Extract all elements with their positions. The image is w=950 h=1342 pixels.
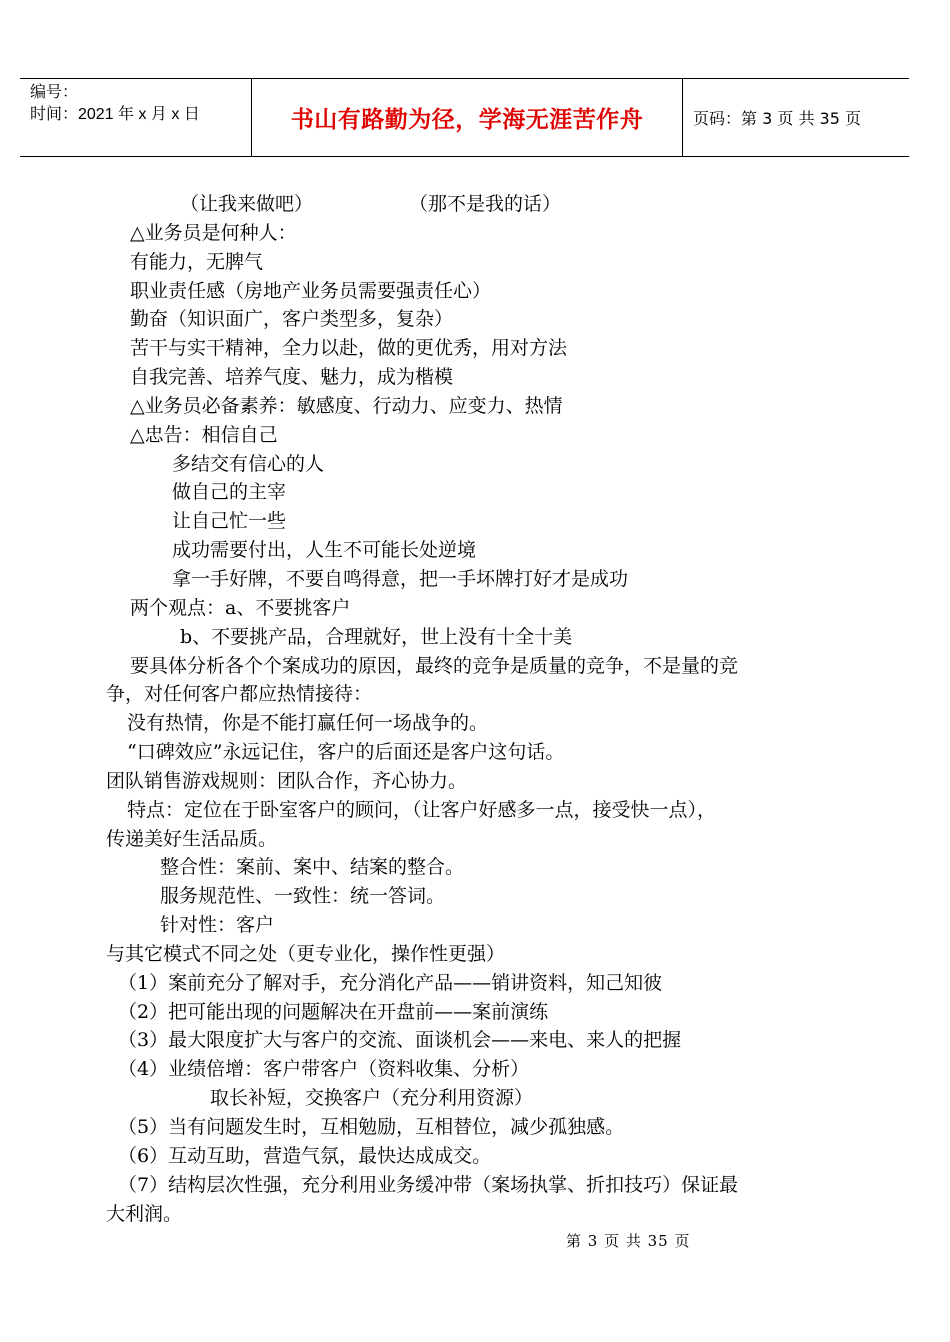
text-line: （1）案前充分了解对手，充分消化产品——销讲资料，知己知彼 [118,971,663,994]
text-line: 针对性：客户 [160,914,275,937]
text-line: 职业责任感（房地产业务员需要强责任心） [130,279,492,302]
text-line: b、不要挑产品，合理就好，世上没有十全十美 [180,625,573,648]
text-line: 取长补短，交换客户（充分利用资源） [210,1087,534,1110]
text-line: 整合性：案前、案中、结案的整合。 [160,856,465,879]
text-line: （7）结构层次性强，充分利用业务缓冲带（案场执掌、折扣技巧）保证最 [118,1173,739,1196]
text-line: 多结交有信心的人 [172,452,325,475]
text-line: △忠告：相信自己 [130,423,278,446]
text-line: 特点：定位在于卧室客户的顾问，（让客户好感多一点，接受快一点）， [127,798,717,821]
text-line: 成功需要付出，人生不可能长处逆境 [172,539,477,562]
time-label: 时间：2021 年 x 月 x 日 [30,106,200,123]
page-footer: 第 3 页 共 35 页 [566,1232,691,1250]
text-span: （让我来做吧） [180,193,314,215]
text-line: 两个观点：a、不要挑客户 [130,596,351,619]
text-line [106,190,866,219]
text-line: 大利润。 [106,1202,183,1225]
page-header [20,78,909,157]
text-line: △业务员必备素养：敏感度、行动力、应变力、热情 [130,394,563,417]
text-line: （5）当有问题发生时，互相勉励，互相替位，减少孤独感。 [118,1116,625,1138]
text-line: 让自己忙一些 [172,510,287,533]
document-body [106,190,866,1228]
motto: 书山有路勤为径，学海无涯苦作舟 [252,79,683,156]
text-line: 苦干与实干精神，全力以赴，做的更优秀，用对方法 [130,337,568,360]
text-line: 传递美好生活品质。 [106,827,278,850]
text-line: 拿一手好牌，不要自鸣得意，把一手坏牌打好才是成功 [172,567,629,590]
text-line: （4）业绩倍增：客户带客户（资料收集、分析） [118,1058,530,1081]
page-label: 页码：第 3 页 共 35 页 [693,109,861,128]
text-line: 争，对任何客户都应热情接待： [106,683,373,706]
text-line: 没有热情，你是不能打赢任何一场战争的。 [127,712,489,735]
number-label: 编号： [30,84,79,101]
text-span: （那不是我的话） [409,193,562,215]
text-line: 要具体分析各个个案成功的原因，最终的竞争是质量的竞争，不是量的竞 [130,654,739,677]
text-line: 团队销售游戏规则：团队合作，齐心协力。 [106,769,468,792]
text-line: （6）互动互助，营造气氛，最快达成成交。 [118,1144,492,1167]
text-line: 自我完善、培养气度、魅力，成为楷模 [130,366,454,389]
header-meta [20,79,252,156]
text-line: 勤奋（知识面广，客户类型多，复杂） [130,308,454,331]
text-line: 服务规范性、一致性：统一答词。 [160,885,446,908]
text-line: 有能力，无脾气 [130,250,264,273]
text-line: “口碑效应”永远记住，客户的后面还是客户这句话。 [127,741,565,764]
text-line: 与其它模式不同之处（更专业化，操作性更强） [106,942,506,965]
text-line: （2）把可能出现的问题解决在开盘前——案前演练 [118,1000,549,1023]
text-line: （3）最大限度扩大与客户的交流、面谈机会——来电、来人的把握 [118,1029,682,1052]
text-line: △业务员是何种人： [130,221,297,244]
text-line: 做自己的主宰 [172,481,287,504]
